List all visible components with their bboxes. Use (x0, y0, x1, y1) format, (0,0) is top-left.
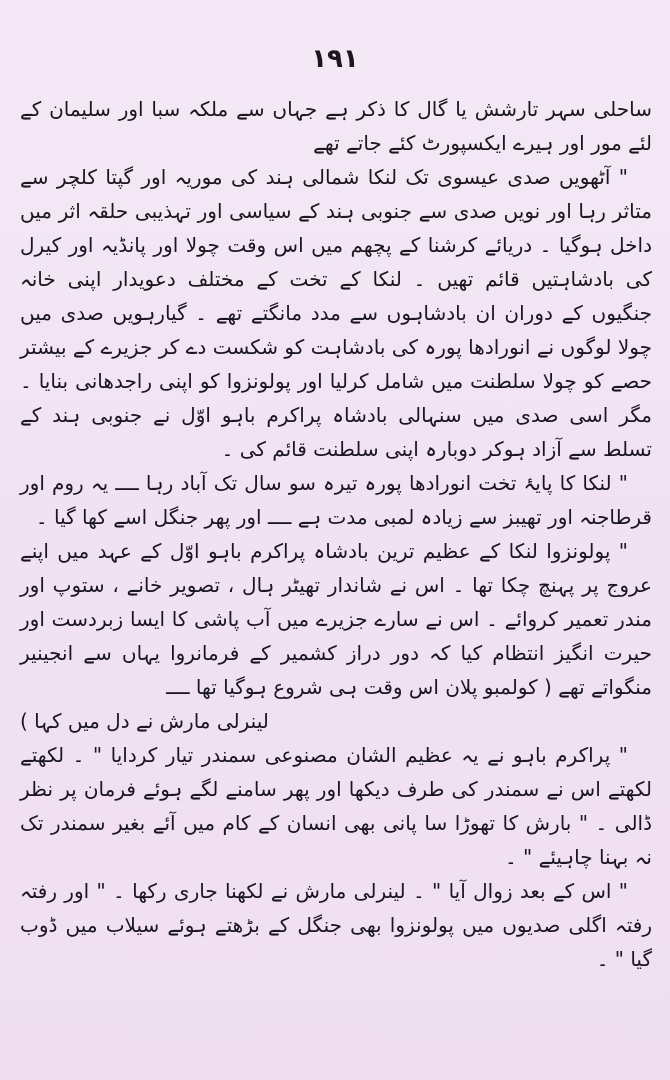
paragraph-sea: " پراکرم باہو نے یہ عظیم الشان مصنوعی سمندر تیار کردایا " ۔ لکھتے لکھتے اس نے سمندر کی طرف دیکھا اور پھر سامنے لگے ہوئے فرمان پر نظر ڈالی ۔ " بارش کا تھوڑا سا پانی بھی انسان کے کام میں آئے بغیر سمندر تک نہ بہنا چاہیئے " ۔ (20, 743, 652, 869)
paragraph-anuradhapura: " لنکا کا پایۂ تخت انورادھا پورہ تیرہ سو سال تک آباد رہا ــــ یہ روم اور قرطاجنہ اور تھیبز سے زیادہ لمبی مدت ہے ــــ اور پھر جنگل اسے کھا گیا ۔ (20, 471, 652, 529)
paragraph-aside: لینرلی مارش نے دل میں کہا ) (20, 709, 269, 733)
paragraph-history: " آٹھویں صدی عیسوی تک لنکا شمالی ہند کی موریہ اور گپتا کلچر سے متاثر رہا اور نویں صدی سے جنوبی ہند کے سیاسی اور تہذیبی حلقہ اثر میں داخل ہوگیا ۔ دریائے کرشنا کے پچھم میں اس وقت چولا اور پانڈیہ اور کیرل کی بادشاہتیں قائم تھیں ۔ لنکا کے تخت کے مختلف دعویدار اپنی خانہ جنگیوں کے دوران ان بادشاہوں سے مدد مانگتے تھے ۔ گیارہویں صدی میں چولا لوگوں نے انورادھا پورہ کی بادشاہت کو شکست دے کر جزیرے کے بیشتر حصے کو چولا سلطنت میں شامل کرلیا اور پولونزوا کو اپنی راجدھانی بنایا ۔ مگر اسی صدی میں سنہالی بادشاہ پراکرم باہو اوّل نے جنوبی ہند کے تسلط سے آزاد ہوکر دوبارہ اپنی سلطنت قائم کی ۔ (20, 165, 652, 461)
paragraph-intro: ساحلی سہر تارشش یا گال کا ذکر ہے جہاں سے ملکہ سبا اور سلیمان کے لئے مور اور ہیرے ایکسپورٹ کئے جاتے تھے (20, 97, 652, 155)
paragraph-polonnaruwa: " پولونزوا لنکا کے عظیم ترین بادشاہ پراکرم باہو اوّل کے عہد میں اپنے عروج پر پہنچ چکا تھا ۔ اس نے شاندار تھیٹر ہال ، تصویر خانے ، ستوپ اور مندر تعمیر کروائے ۔ اس نے سارے جزیرے میں آب پاشی کا ایسا زبردست اور حیرت انگیز انتظام کیا کہ دور دراز کشمیر کے فرمانروا یہاں سے انجینیر منگواتے تھے ( کولمبو پلان اس وقت ہی شروع ہوگیا تھا ــــ (20, 539, 652, 699)
paragraph-decline: " اس کے بعد زوال آیا " ۔ لینرلی مارش نے لکھنا جاری رکھا ۔ " اور رفتہ رفتہ اگلی صدیوں میں پولونزوا بھی جنگل کے بڑھتے ہوئے سیلاب میں ڈوب گیا " ۔ (20, 879, 652, 971)
page-number: ۱۹۱ (311, 44, 359, 74)
body-text (20, 92, 652, 976)
